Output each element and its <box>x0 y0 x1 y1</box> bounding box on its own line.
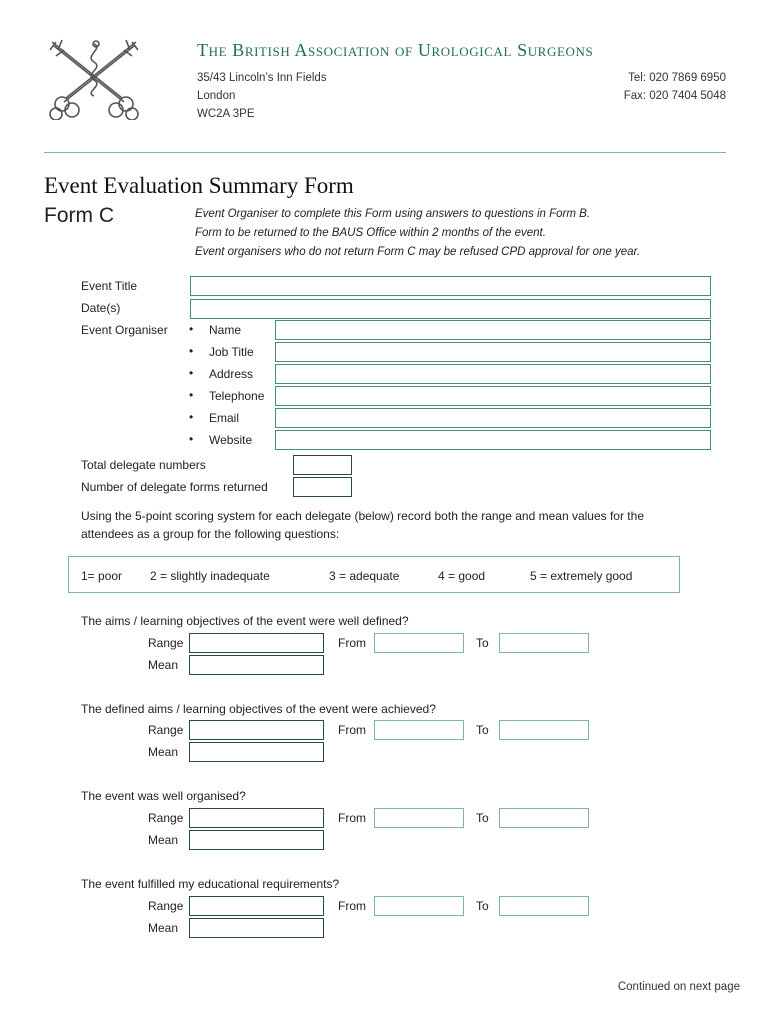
from-label: From <box>338 636 366 650</box>
from-label: From <box>338 723 366 737</box>
organiser-name-label: Name <box>209 323 242 337</box>
q2-from-input[interactable] <box>374 720 464 740</box>
scale-item-adequate: 3 = adequate <box>329 569 400 583</box>
from-label: From <box>338 811 366 825</box>
total-delegates-input[interactable] <box>293 455 352 475</box>
bullet-icon: • <box>189 322 194 336</box>
from-label: From <box>338 899 366 913</box>
organiser-address-input[interactable] <box>275 364 711 384</box>
to-label: To <box>476 636 489 650</box>
organiser-name-input[interactable] <box>275 320 711 340</box>
to-label: To <box>476 811 489 825</box>
telephone-number: Tel: 020 7869 6950 <box>628 72 726 84</box>
organiser-email-input[interactable] <box>275 408 711 428</box>
bullet-icon: • <box>189 388 194 402</box>
question-text: The aims / learning objectives of the event were well defined? <box>81 614 409 628</box>
q1-to-input[interactable] <box>499 633 589 653</box>
q2-range-input[interactable] <box>189 720 324 740</box>
q3-range-input[interactable] <box>189 808 324 828</box>
range-label: Range <box>148 723 184 737</box>
bullet-icon: • <box>189 432 194 446</box>
question-text: The event fulfilled my educational requirements? <box>81 877 340 891</box>
q2-mean-input[interactable] <box>189 742 324 762</box>
range-label: Range <box>148 636 184 650</box>
header-divider <box>44 152 726 153</box>
address-line-2: London <box>197 90 236 102</box>
q4-from-input[interactable] <box>374 896 464 916</box>
bullet-icon: • <box>189 410 194 424</box>
form-title: Event Evaluation Summary Form <box>44 173 354 198</box>
dates-input[interactable] <box>190 299 711 319</box>
organiser-email-label: Email <box>209 411 240 425</box>
q1-range-input[interactable] <box>189 633 324 653</box>
event-title-input[interactable] <box>190 276 711 296</box>
q3-from-input[interactable] <box>374 808 464 828</box>
organiser-website-input[interactable] <box>275 430 711 450</box>
mean-label: Mean <box>148 921 179 935</box>
event-title-label: Event Title <box>81 279 138 293</box>
range-label: Range <box>148 899 184 913</box>
instruction-line-1: Event Organiser to complete this Form using answers to questions in Form B. <box>195 208 590 220</box>
question-text: The defined aims / learning objectives of the event were achieved? <box>81 702 436 716</box>
q3-mean-input[interactable] <box>189 830 324 850</box>
to-label: To <box>476 723 489 737</box>
q1-from-input[interactable] <box>374 633 464 653</box>
q4-to-input[interactable] <box>499 896 589 916</box>
continued-note: Continued on next page <box>617 981 740 993</box>
form-subtitle: Form C <box>44 204 114 227</box>
baus-crossed-keys-logo <box>44 36 144 120</box>
organisation-name: The British Association of Urological Surgeons <box>197 40 594 60</box>
organiser-address-label: Address <box>209 367 254 381</box>
total-delegates-label: Total delegate numbers <box>81 458 206 472</box>
q1-mean-input[interactable] <box>189 655 324 675</box>
organiser-website-label: Website <box>209 433 253 447</box>
forms-returned-input[interactable] <box>293 477 352 497</box>
bullet-icon: • <box>189 366 194 380</box>
address-line-3: WC2A 3PE <box>197 108 255 120</box>
mean-label: Mean <box>148 833 179 847</box>
dates-label: Date(s) <box>81 301 121 315</box>
scale-item-slightly-inadequate: 2 = slightly inadequate <box>150 569 270 583</box>
scale-item-extremely-good: 5 = extremely good <box>530 569 633 583</box>
address-line-1: 35/43 Lincoln’s Inn Fields <box>197 72 327 84</box>
forms-returned-label: Number of delegate forms returned <box>81 480 268 494</box>
scale-item-poor: 1= poor <box>81 569 123 583</box>
q2-to-input[interactable] <box>499 720 589 740</box>
scoring-intro-line-1: Using the 5-point scoring system for each delegate (below) record both the range and mean values for the <box>81 509 644 523</box>
fax-number: Fax: 020 7404 5048 <box>623 90 726 102</box>
to-label: To <box>476 899 489 913</box>
organiser-telephone-input[interactable] <box>275 386 711 406</box>
q4-range-input[interactable] <box>189 896 324 916</box>
q4-mean-input[interactable] <box>189 918 324 938</box>
scoring-scale-box <box>68 556 680 593</box>
organiser-telephone-label: Telephone <box>209 389 265 403</box>
scoring-intro-line-2: attendees as a group for the following questions: <box>81 527 340 541</box>
organiser-job-title-input[interactable] <box>275 342 711 362</box>
question-text: The event was well organised? <box>81 789 246 803</box>
mean-label: Mean <box>148 745 179 759</box>
mean-label: Mean <box>148 658 179 672</box>
instruction-line-3: Event organisers who do not return Form C may be refused CPD approval for one year. <box>195 246 641 258</box>
event-organiser-label: Event Organiser <box>81 323 168 337</box>
q3-to-input[interactable] <box>499 808 589 828</box>
organiser-job-title-label: Job Title <box>209 345 254 359</box>
bullet-icon: • <box>189 344 194 358</box>
scale-item-good: 4 = good <box>438 569 486 583</box>
instruction-line-2: Form to be returned to the BAUS Office within 2 months of the event. <box>195 227 546 239</box>
range-label: Range <box>148 811 184 825</box>
